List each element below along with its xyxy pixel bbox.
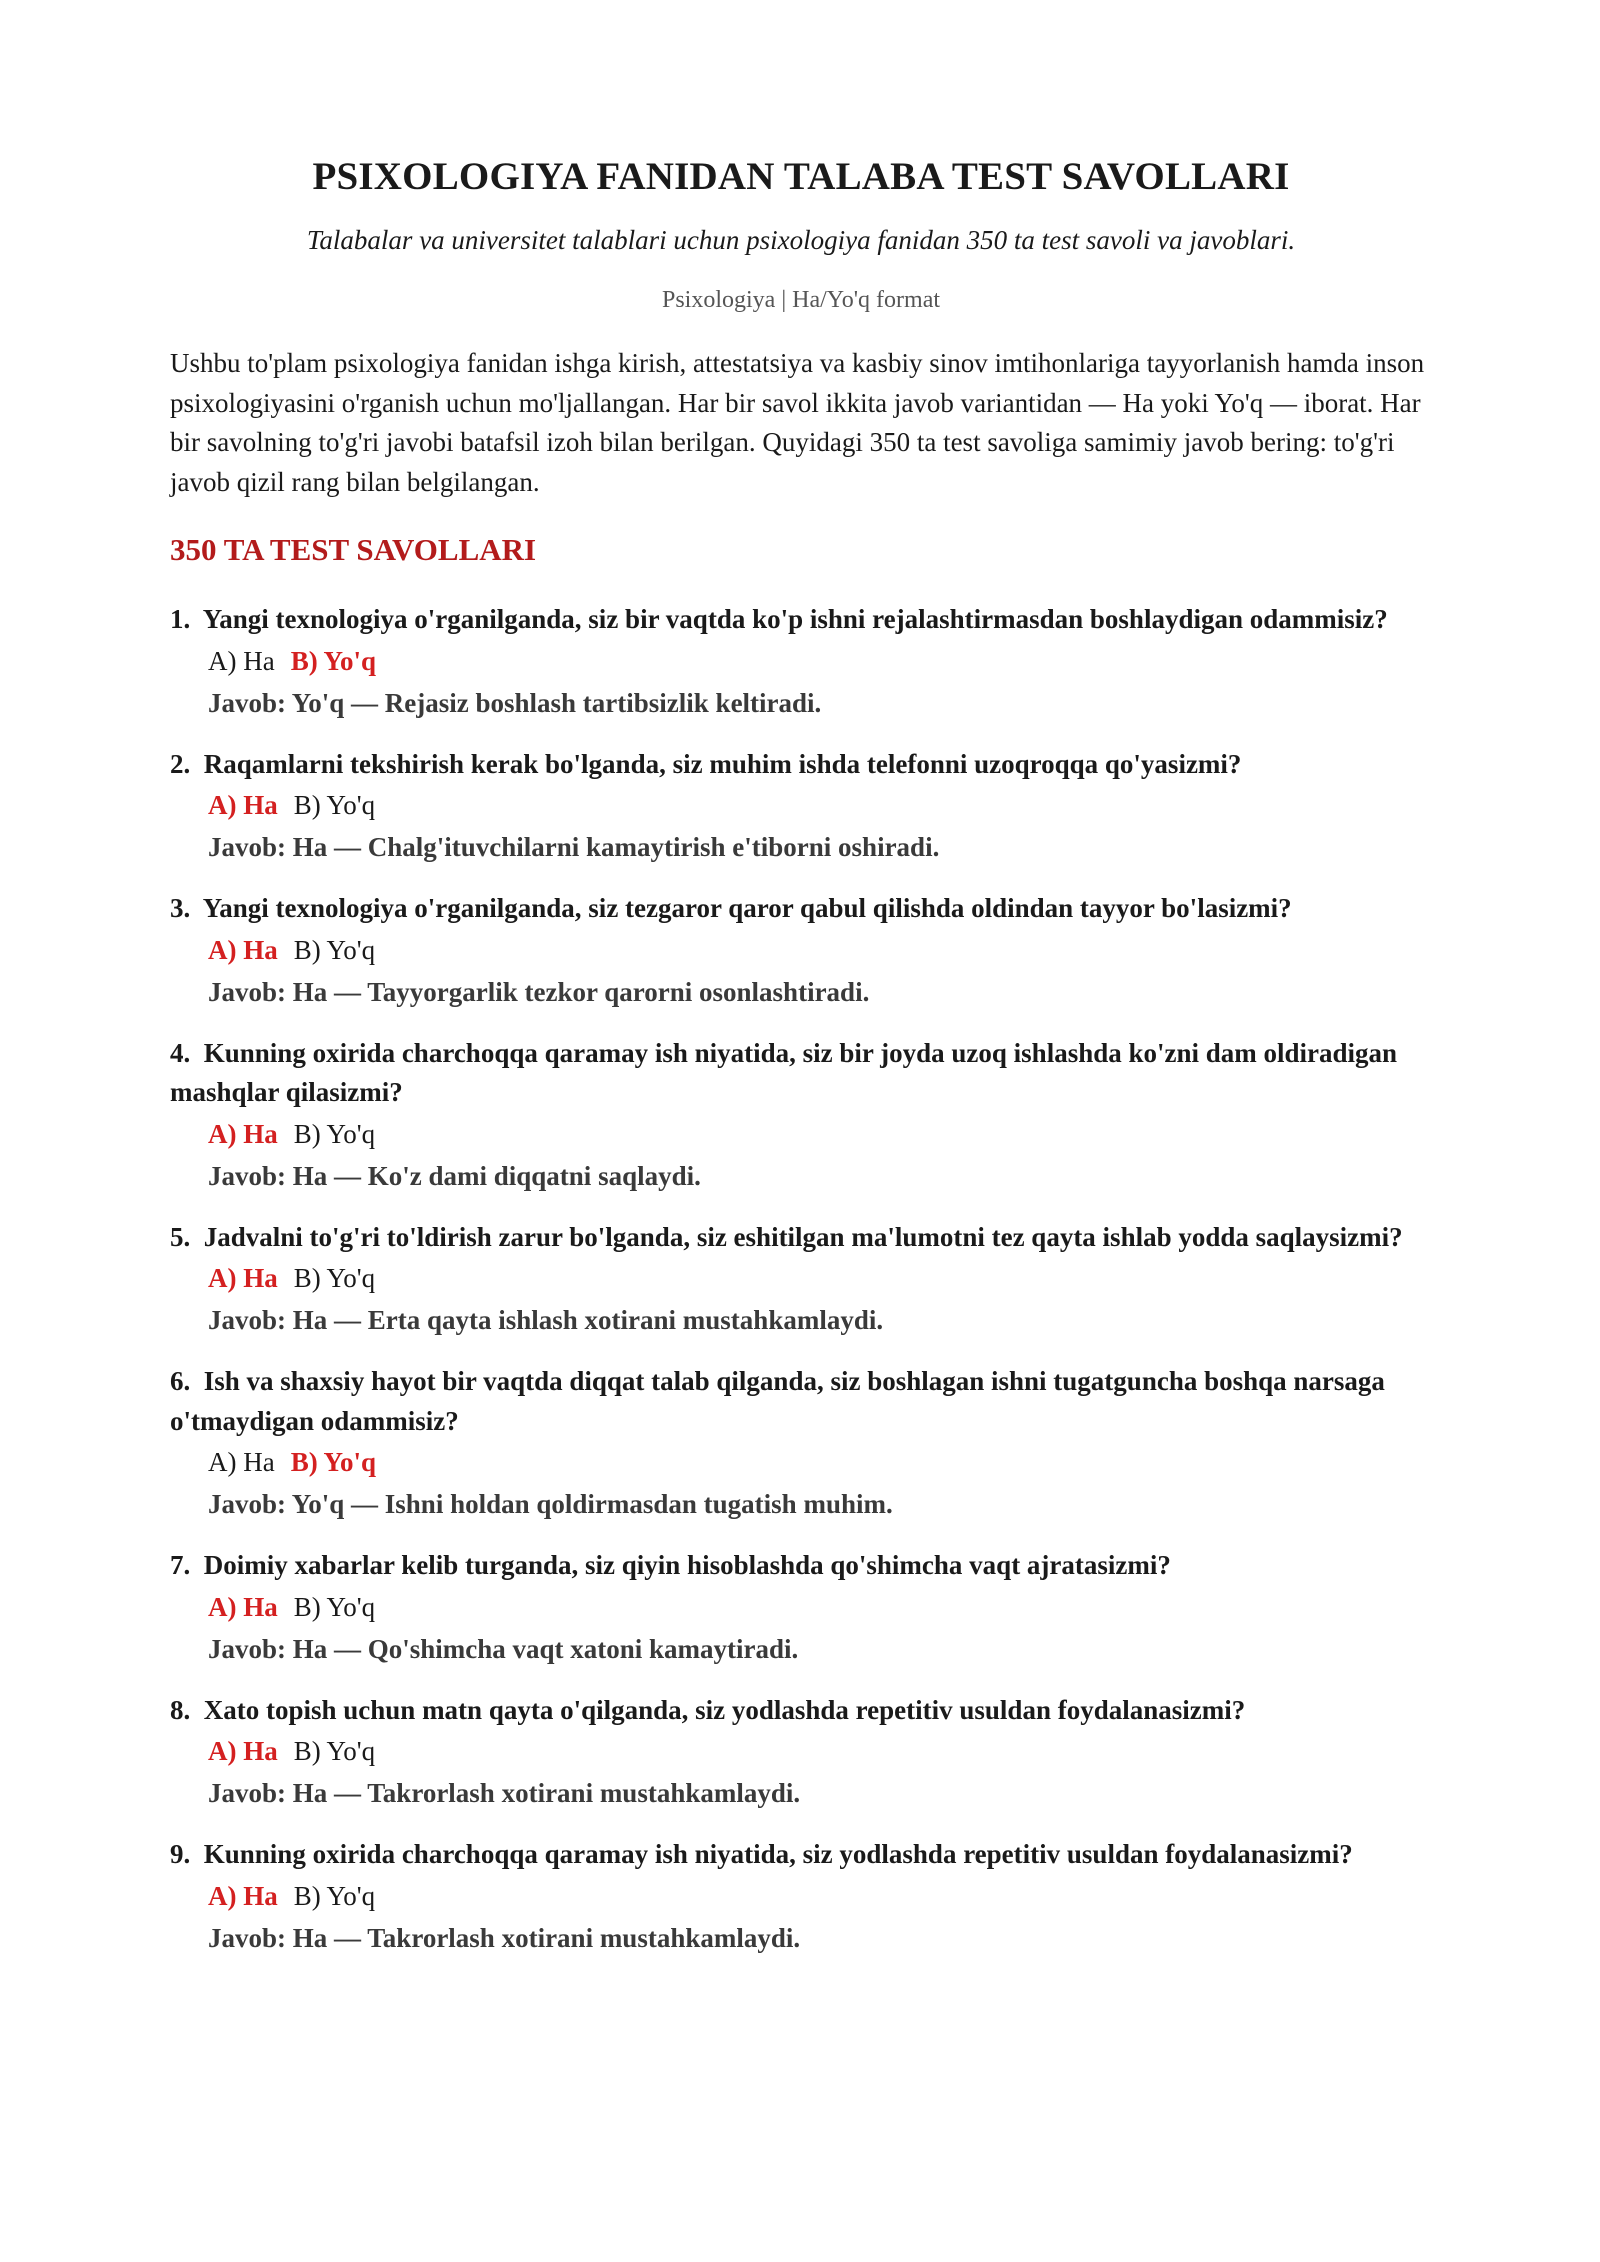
option-a: A) Ha <box>208 1263 278 1293</box>
option-a: A) Ha <box>208 645 275 676</box>
document-meta: Psixologiya | Ha/Yo'q format <box>661 287 941 313</box>
option-a: A) Ha <box>208 1447 275 1477</box>
answer-options <box>170 1257 1432 1299</box>
question-body: Doimiy xabarlar kelib turganda, siz qiyin hisoblashda qo'shimcha vaqt ajratasizmi? <box>203 1550 1171 1580</box>
option-a: A) Ha <box>208 1880 278 1911</box>
question-text <box>170 1218 1432 1258</box>
question-text <box>170 1034 1432 1113</box>
question-item <box>170 1691 1432 1815</box>
question-text <box>170 600 1432 640</box>
answer-options <box>170 1586 1432 1628</box>
question-item <box>170 745 1432 869</box>
answer-explanation: Javob: Ha — Qo'shimcha vaqt xatoni kamaytiradi. <box>208 1633 799 1664</box>
answer-options <box>170 640 1432 682</box>
answer-options <box>170 1875 1432 1917</box>
option-a: A) Ha <box>208 1736 278 1766</box>
option-b: B) Yo'q <box>293 1880 376 1911</box>
question-body: Raqamlarni tekshirish kerak bo'lganda, siz muhim ishda telefonni uzoqroqqa qo'yasizmi? <box>203 748 1242 779</box>
question-item <box>170 1546 1432 1670</box>
question-body: Yangi texnologiya o'rganilganda, siz bir vaqtda ko'p ishni rejalashtirmasdan boshlaydigan odammisiz? <box>202 604 1388 634</box>
question-number: 8. <box>170 1694 191 1725</box>
answer-explanation: Javob: Ha — Tayyorgarlik tezkor qarorni osonlashtiradi. <box>208 976 870 1007</box>
question-number: 4. <box>170 1037 191 1068</box>
document-subtitle: Talabalar va universitet talablari uchun psixologiya fanidan 350 ta test savoli va javoblari. <box>306 225 1296 255</box>
question-body: Ish va shaxsiy hayot bir vaqtda diqqat talab qilganda, siz boshlagan ishni tugatguncha boshqa narsaga o'tmaydigan odammisiz? <box>170 1366 1385 1436</box>
document-title: PSIXOLOGIYA FANIDAN TALABA TEST SAVOLLARI <box>312 155 1290 198</box>
question-body: Kunning oxirida charchoqqa qaramay ish niyatida, siz yodlashda repetitiv usuldan foydalanasizmi? <box>203 1839 1353 1869</box>
option-b: B) Yo'q <box>293 934 376 965</box>
question-text <box>170 889 1432 929</box>
question-text <box>170 1835 1432 1875</box>
question-item <box>170 600 1432 724</box>
answer-options <box>170 1113 1432 1155</box>
question-number: 7. <box>170 1550 191 1580</box>
answer-explanation: Javob: Ha — Ko'z dami diqqatni saqlaydi. <box>208 1160 701 1191</box>
question-item <box>170 889 1432 1013</box>
document-page <box>170 150 1432 1980</box>
question-item <box>170 1034 1432 1197</box>
option-b: B) Yo'q <box>290 1447 377 1477</box>
option-a: A) Ha <box>208 934 278 965</box>
answer-options <box>170 1730 1432 1772</box>
question-number: 6. <box>170 1366 191 1396</box>
option-b: B) Yo'q <box>293 790 376 820</box>
question-number: 1. <box>170 604 191 634</box>
question-item <box>170 1835 1432 1959</box>
question-item <box>170 1362 1432 1525</box>
question-list <box>170 600 1432 1959</box>
question-number: 5. <box>170 1221 191 1252</box>
option-b: B) Yo'q <box>293 1118 376 1149</box>
question-text <box>170 1691 1432 1731</box>
answer-explanation: Javob: Ha — Takrorlash xotirani mustahkamlaydi. <box>208 1778 801 1808</box>
option-a: A) Ha <box>208 790 278 820</box>
question-number: 3. <box>170 893 191 923</box>
question-body: Xato topish uchun matn qayta o'qilganda, siz yodlashda repetitiv usuldan foydalanasizmi? <box>203 1694 1246 1725</box>
answer-explanation: Javob: Ha — Chalg'ituvchilarni kamaytirish e'tiborni oshiradi. <box>208 832 940 862</box>
option-a: A) Ha <box>208 1591 278 1622</box>
answer-explanation: Javob: Ha — Takrorlash xotirani mustahkamlaydi. <box>208 1922 801 1953</box>
answer-explanation: Javob: Ha — Erta qayta ishlash xotirani mustahkamlaydi. <box>208 1305 884 1335</box>
answer-options <box>170 784 1432 826</box>
question-number: 9. <box>170 1839 191 1869</box>
answer-options <box>170 1441 1432 1483</box>
option-a: A) Ha <box>208 1118 278 1149</box>
option-b: B) Yo'q <box>290 645 377 676</box>
option-b: B) Yo'q <box>293 1263 376 1293</box>
question-body: Jadvalni to'g'ri to'ldirish zarur bo'lganda, siz eshitilgan ma'lumotni tez qayta ishlab yodda saqlaysizmi? <box>203 1221 1403 1252</box>
question-body: Kunning oxirida charchoqqa qaramay ish niyatida, siz bir joyda uzoq ishlashda ko'zni dam oldiradigan mashqlar qilasizmi? <box>170 1037 1398 1107</box>
question-text <box>170 1362 1432 1441</box>
answer-explanation: Javob: Yo'q — Rejasiz boshlash tartibsizlik keltiradi. <box>208 687 822 718</box>
answer-explanation: Javob: Yo'q — Ishni holdan qoldirmasdan tugatish muhim. <box>208 1489 893 1519</box>
question-text <box>170 1546 1432 1586</box>
question-item <box>170 1218 1432 1342</box>
option-b: B) Yo'q <box>293 1736 376 1766</box>
question-text <box>170 745 1432 785</box>
intro-paragraph: Ushbu to'plam psixologiya fanidan ishga kirish, attestatsiya va kasbiy sinov imtihonlariga tayyorlanish hamda inson psixologiyasini o'rganish uchun mo'ljallangan. Har bir savol ikkita javob variantidan — Ha yoki Yo'q — iborat. Har bir savolning to'g'ri javobi batafsil izoh bilan berilgan. Quyidagi 350 ta test savoliga samimiy javob bering: to'g'ri javob qizil rang bilan belgilangan. <box>170 348 1425 497</box>
option-b: B) Yo'q <box>293 1591 376 1622</box>
question-body: Yangi texnologiya o'rganilganda, siz tezgaror qaror qabul qilishda oldindan tayyor bo'lasizmi? <box>202 893 1292 923</box>
question-number: 2. <box>170 748 191 779</box>
section-heading: 350 TA TEST SAVOLLARI <box>170 532 537 567</box>
answer-options <box>170 929 1432 971</box>
